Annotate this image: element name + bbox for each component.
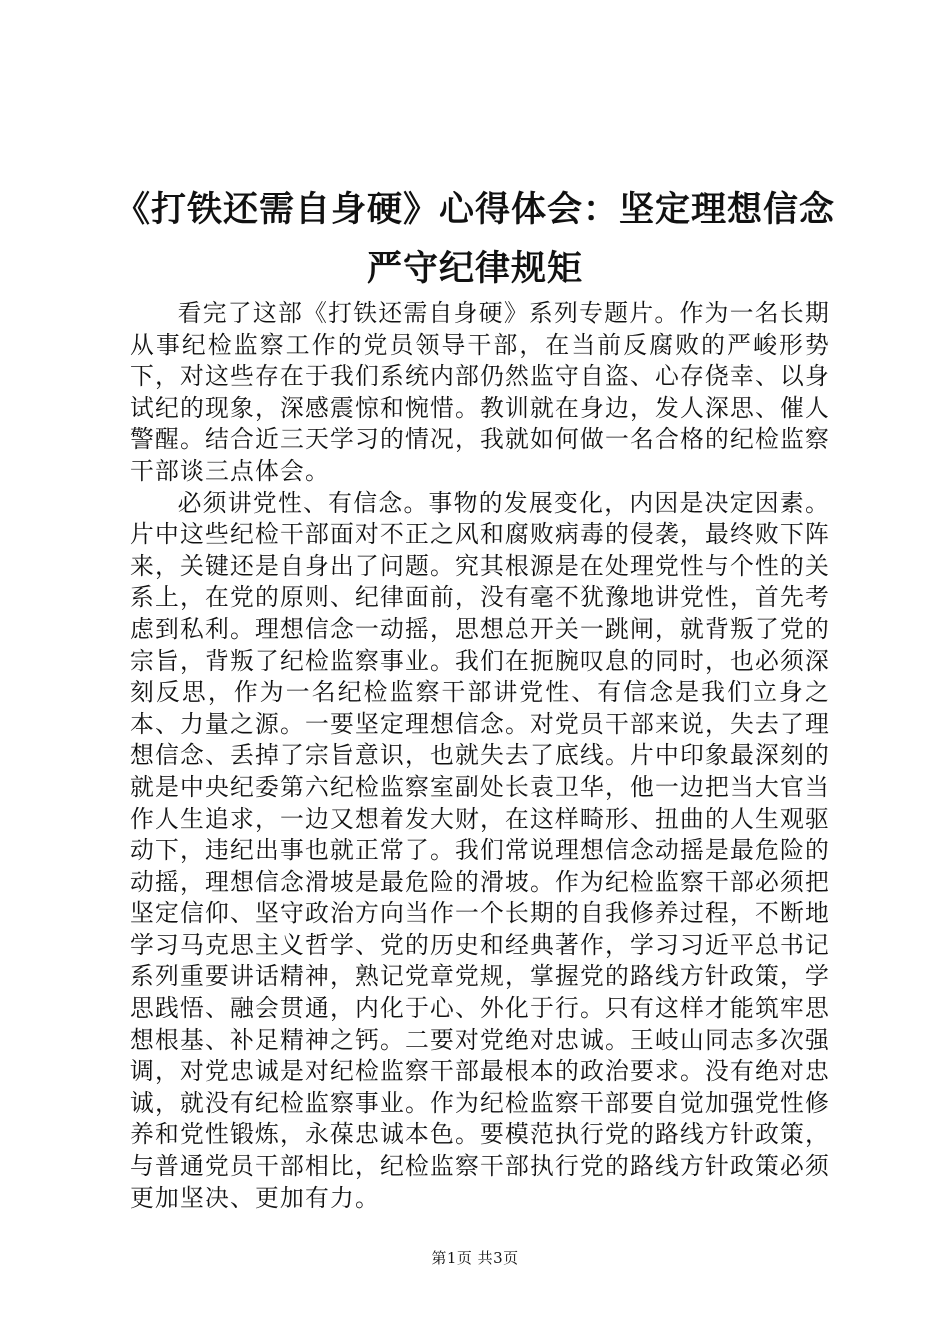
document-title-line-2: 严守纪律规矩 bbox=[366, 249, 583, 289]
document-body bbox=[130, 298, 830, 1214]
page-number-footer: 第1页 共3页 bbox=[431, 1249, 519, 1267]
document-title-line-1: 《打铁还需自身硬》心得体会：坚定理想信念 bbox=[114, 190, 835, 230]
body-paragraph-1: 看完了这部《打铁还需自身硬》系列专题片。作为一名长期从事纪检监察工作的党员领导干部，在当前反腐败的严峻形势下，对这些存在于我们系统内部仍然监守自盗、心存侥幸、以身试纪的现象，深感震惊和惋惜。教训就在身边，发人深思、催人警醒。结合近三天学习的情况，我就如何做一名合格的纪检监察干部谈三点体会。 bbox=[130, 299, 830, 485]
body-paragraph-2: 必须讲党性、有信念。事物的发展变化，内因是决定因素。片中这些纪检干部面对不正之风和腐败病毒的侵袭，最终败下阵来，关键还是自身出了问题。究其根源是在处理党性与个性的关系上，在党的原则、纪律面前，没有毫不犹豫地讲党性，首先考虑到私利。理想信念一动摇，思想总开关一跳闸，就背叛了党的宗旨，背叛了纪检监察事业。我们在扼腕叹息的同时，也必须深刻反思，作为一名纪检监察干部讲党性、有信念是我们立身之本、力量之源。一要坚定理想信念。对党员干部来说，失去了理想信念、丢掉了宗旨意识，也就失去了底线。片中印象最深刻的就是中央纪委第六纪检监察室副处长袁卫华，他一边把当大官当作人生追求，一边又想着发大财，在这样畸形、扭曲的人生观驱动下，违纪出事也就正常了。我们常说理想信念动摇是最危险的动摇，理想信念滑坡是最危险的滑坡。作为纪检监察干部必须把坚定信仰、坚守政治方向当作一个长期的自我修养过程，不断地学习马克思主义哲学、党的历史和经典著作，学习习近平总书记系列重要讲话精神，熟记党章党规，掌握党的路线方针政策，学思践悟、融会贯通，内化于心、外化于行。只有这样才能筑牢思想根基、补足精神之钙。二要对党绝对忠诚。王岐山同志多次强调，对党忠诚是对纪检监察干部最根本的政治要求。没有绝对忠诚，就没有纪检监察事业。作为纪检监察干部要自觉加强党性修养和党性锻炼，永葆忠诚本色。要模范执行党的路线方针政策，与普通党员干部相比，纪检监察干部执行党的路线方针政策必须更加坚决、更加有力。 bbox=[130, 488, 830, 1212]
